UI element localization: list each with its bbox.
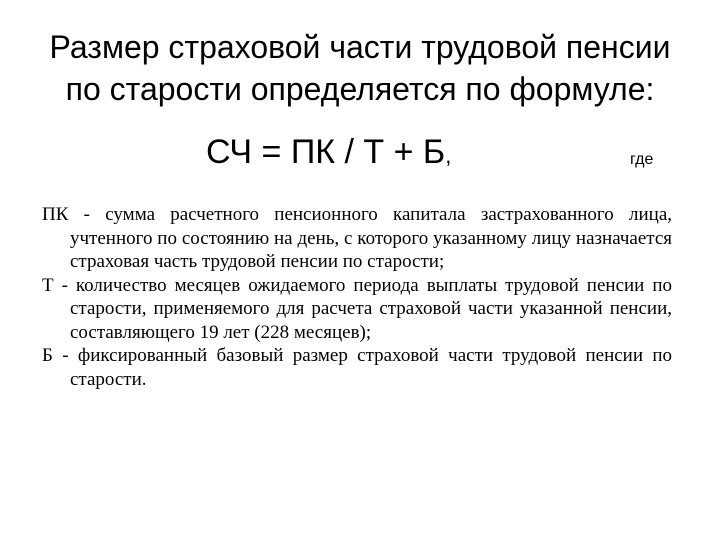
definition-text: сумма расчетного пенсионного капитала застрахованного лица, учтенного по состоянию на день, с которого указанному лицу назначается страховая часть трудовой пенсии по старости; [70, 204, 672, 272]
definition-separator: - [52, 345, 78, 366]
formula [206, 130, 451, 178]
definitions-list [42, 203, 672, 391]
definition-term: ПК [42, 204, 69, 225]
definition-b [42, 344, 672, 391]
formula-text: СЧ = ПК / Т + Б [206, 133, 446, 171]
definition-text: фиксированный базовый размер страховой части трудовой пенсии по старости. [70, 345, 673, 390]
definition-pk [42, 203, 672, 274]
definition-t [42, 274, 672, 345]
definition-text: количество месяцев ожидаемого периода выплаты трудовой пенсии по старости, применяемого для расчета страховой части указанной пенсии, составляющего 19 лет (228 месяцев); [70, 274, 672, 343]
formula-comma: , [445, 143, 452, 168]
definition-term: Б [42, 345, 53, 366]
definition-term: Т [42, 274, 54, 296]
definition-separator: - [68, 204, 106, 225]
slide-title [20, 26, 700, 110]
title-line-1: Размер страховой части трудовой пенсии [49, 29, 671, 65]
definition-separator: - [53, 274, 76, 296]
title-line-2: по старости определяется по формуле: [65, 71, 655, 107]
formula-where-label: где [630, 151, 654, 168]
